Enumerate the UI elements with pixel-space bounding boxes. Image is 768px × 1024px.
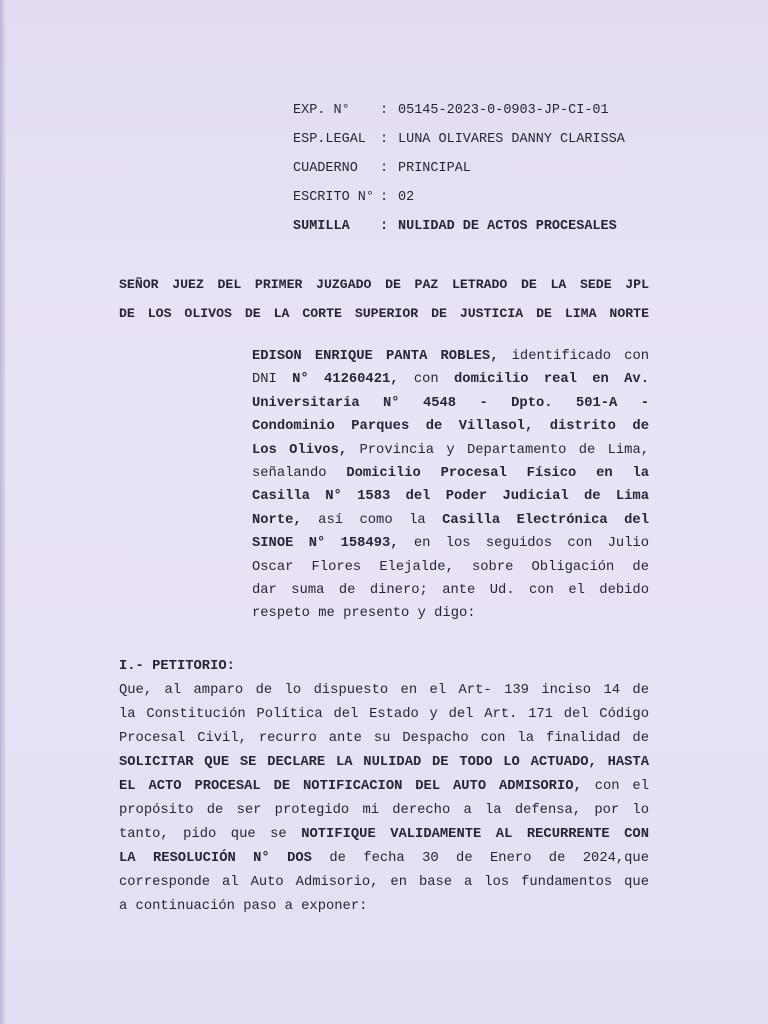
intro-line <box>252 415 649 438</box>
header-value: PRINCIPAL <box>398 161 471 176</box>
intro-text: en los seguidos con Julio <box>398 536 649 552</box>
intro-bold-text: N° 41260421, <box>292 372 399 388</box>
intro-line: Oscar Flores Elejalde, sobre Obligación de <box>252 559 649 575</box>
body-bold-text: EL ACTO PROCESAL DE NOTIFICACION DEL AUTO ADMISORIO, <box>119 779 582 794</box>
header-row-sumilla <box>293 212 625 241</box>
intro-bold-text: Casilla N° 1583 del Poder Judicial de Lima <box>252 489 649 505</box>
section-heading-petitorio: I.- PETITORIO: <box>119 659 235 674</box>
body-line <box>119 847 649 871</box>
body-line: a continuación paso a exponer: <box>119 899 368 914</box>
header-sep: : <box>380 190 389 205</box>
header-value: 02 <box>398 190 415 205</box>
header-sep: : <box>380 103 389 118</box>
header-key: CUADERNO <box>293 161 358 176</box>
intro-line <box>252 462 649 485</box>
body-bold-text: LA RESOLUCIÓN N° DOS <box>119 851 312 866</box>
intro-line <box>252 392 649 415</box>
body-line <box>119 775 649 799</box>
intro-bold-text: domicilio real en Av. <box>454 372 649 388</box>
body-bold-text: SOLICITAR QUE SE DECLARE LA NULIDAD DE TODO LO ACTUADO, HASTA <box>119 755 649 770</box>
header-key: EXP. N° <box>293 103 350 118</box>
case-header <box>293 96 625 241</box>
body-text: de fecha 30 de Enero de 2024,que <box>311 851 649 866</box>
intro-line: dar suma de dinero; ante Ud. con el debido <box>252 583 649 599</box>
header-value: 05145-2023-0-0903-JP-CI-01 <box>398 103 609 118</box>
body-line <box>119 751 649 775</box>
body-line: la Constitución Política del Estado y del Art. 171 del Código <box>119 707 649 722</box>
addressee-line: SEÑOR JUEZ DEL PRIMER JUZGADO DE PAZ LETRADO DE LA SEDE JPL <box>119 277 649 292</box>
intro-bold-text: Domicilio Procesal Físico en la <box>346 466 650 482</box>
body-line: Procesal Civil, recurro ante su Despacho con la finalidad de <box>119 731 649 746</box>
header-row-cuaderno <box>293 154 625 183</box>
header-value: LUNA OLIVARES DANNY CLARISSA <box>398 132 625 147</box>
body-line <box>119 823 649 847</box>
header-row-escrito <box>293 183 625 212</box>
introduction-paragraph <box>252 345 649 626</box>
body-line: propósito de ser protegido mi derecho a la defensa, por lo <box>119 803 649 818</box>
intro-bold-text: EDISON ENRIQUE PANTA ROBLES, <box>252 349 499 364</box>
addressee-line: DE LOS OLIVOS DE LA CORTE SUPERIOR DE JUSTICIA DE LIMA NORTE <box>119 306 649 321</box>
header-sep: : <box>380 132 389 147</box>
intro-bold-text: Los Olivos, <box>252 442 348 458</box>
intro-text: Provincia y Departamento de Lima, <box>347 442 649 458</box>
body-line: Que, al amparo de lo dispuesto en el Art- 139 inciso 14 de <box>119 683 649 698</box>
intro-line <box>252 345 649 368</box>
intro-line <box>252 532 649 555</box>
header-row-esp-legal <box>293 125 625 154</box>
body-text: tanto, pido que se <box>119 827 302 842</box>
intro-line: respeto me presento y digo: <box>252 606 476 622</box>
intro-text: DNI <box>252 372 293 388</box>
body-line: corresponde al Auto Admisorio, en base a los fundamentos que <box>119 875 649 890</box>
intro-line <box>252 439 649 462</box>
intro-line <box>252 509 649 532</box>
body-text: con el <box>581 779 649 794</box>
page-edge-shadow <box>0 0 6 1024</box>
intro-bold-text: Condominio Parques de Villasol, distrito de <box>252 419 649 435</box>
header-key: ESP.LEGAL <box>293 132 366 147</box>
body-bold-text: NOTIFIQUE VALIDAMENTE AL RECURRENTE CON <box>301 827 649 842</box>
intro-text: señalando <box>252 466 347 482</box>
intro-line <box>252 368 649 391</box>
addressee-block <box>119 270 649 328</box>
petitorio-paragraph <box>119 679 649 919</box>
intro-text: identificado con <box>498 349 649 364</box>
intro-bold-text: SINOE N° 158493, <box>252 536 399 552</box>
intro-bold-text: Casilla Electrónica del <box>442 512 649 528</box>
header-row-expediente <box>293 96 625 125</box>
intro-bold-text: Norte, <box>252 512 302 528</box>
intro-text: así como la <box>301 512 443 528</box>
intro-text: con <box>398 372 455 388</box>
header-sep: : <box>380 161 389 176</box>
header-sep: : <box>380 219 389 234</box>
header-value: NULIDAD DE ACTOS PROCESALES <box>398 219 617 234</box>
intro-bold-text: Universitaria N° 4548 - Dpto. 501-A - <box>252 395 649 411</box>
header-key: ESCRITO N° <box>293 190 375 205</box>
header-key: SUMILLA <box>293 219 350 234</box>
intro-line <box>252 485 649 508</box>
